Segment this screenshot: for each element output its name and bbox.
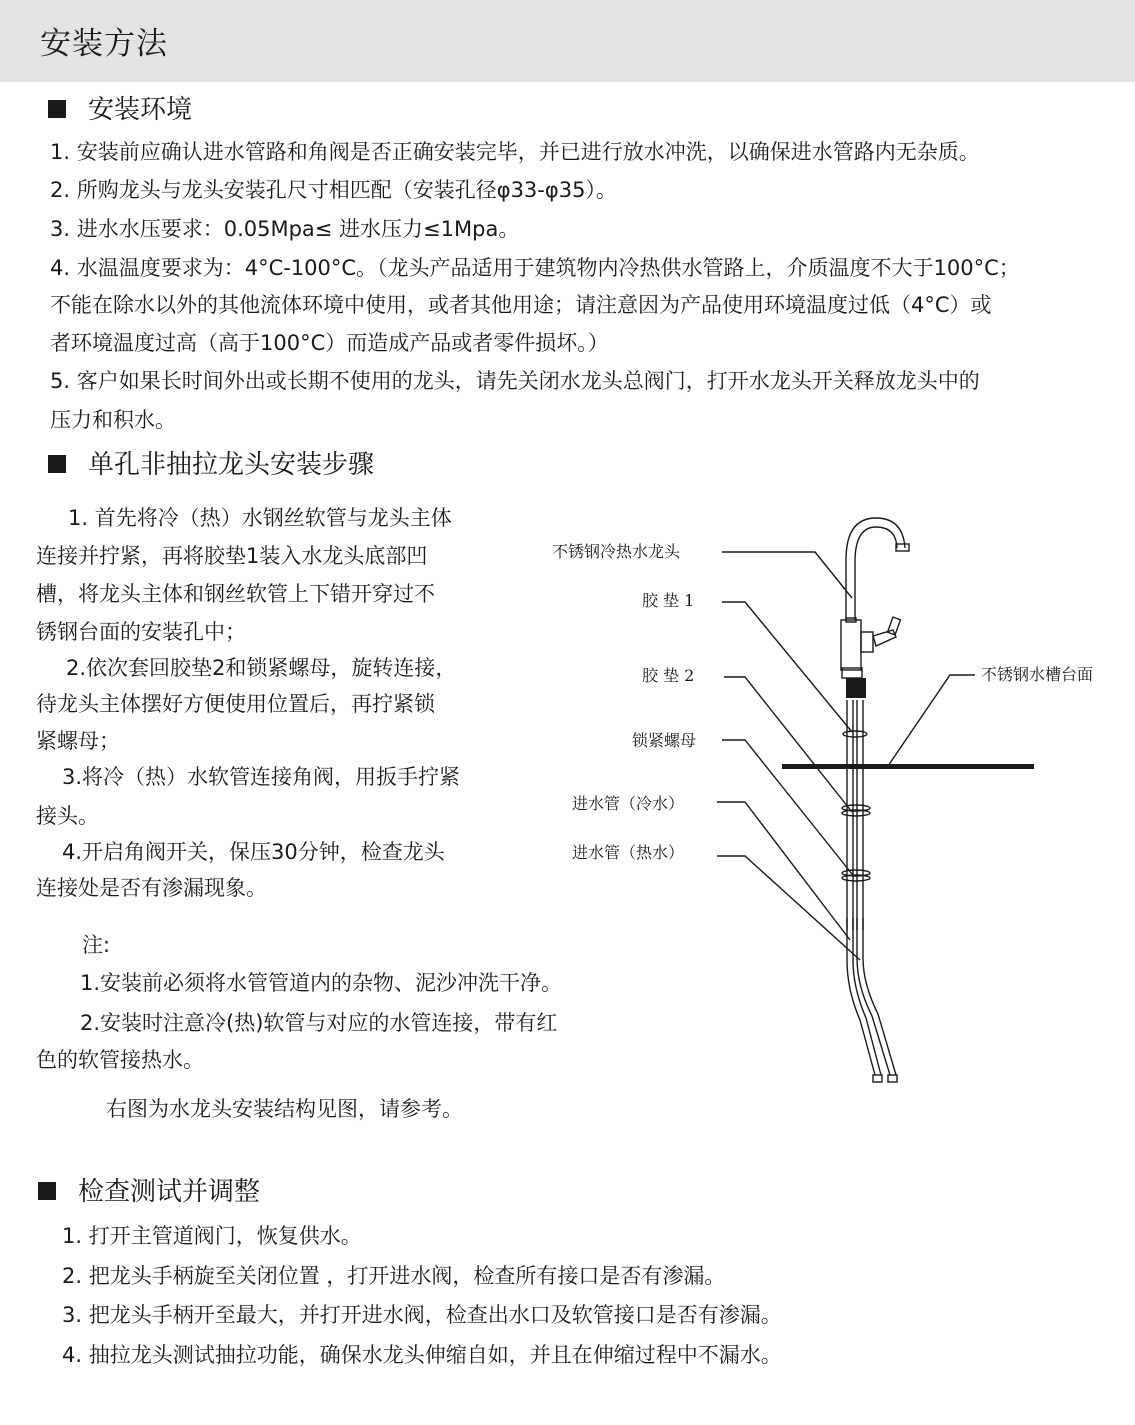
faucet-body	[841, 620, 861, 670]
faucet-installation-diagram	[540, 500, 1135, 1100]
check-line: 4. 抽拉龙头测试抽拉功能，确保水龙头伸缩自如，并且在伸缩过程中不漏水。	[62, 1343, 782, 1367]
step-line: 接头。	[36, 804, 99, 828]
bullet-square-icon	[48, 455, 66, 473]
step-line: 3.将冷（热）水软管连接角阀，用扳手拧紧	[62, 765, 461, 789]
steps-heading-text: 单孔非抽拉龙头安装步骤	[88, 450, 375, 480]
env-heading	[48, 92, 192, 128]
steps-heading	[48, 447, 374, 483]
step-line: 锈钢台面的安装孔中；	[36, 620, 246, 644]
step-line: 1. 首先将冷（热）水钢丝软管与龙头主体	[68, 506, 452, 530]
env-line: 不能在除水以外的其他流体环境中使用，或者其他用途；请注意因为产品使用环境温度过低（4°C）或	[50, 293, 992, 317]
step-line: 连接处是否有渗漏现象。	[36, 876, 267, 900]
check-heading-text: 检查测试并调整	[78, 1177, 261, 1207]
env-line: 4. 水温温度要求为：4°C-100°C。（龙头产品适用于建筑物内冷热供水管路上，介质温度不大于100°C；	[50, 256, 1020, 280]
env-line: 3. 进水水压要求：0.05Mpa≤ 进水压力≤1Mpa。	[50, 217, 520, 241]
env-line: 5. 客户如果长时间外出或长期不使用的龙头，请先关闭水龙头总阀门，打开水龙头开关释放龙头中的	[50, 369, 980, 393]
sink-countertop	[782, 764, 1034, 769]
env-line: 2. 所购龙头与龙头安装孔尺寸相匹配（安装孔径φ33-φ35）。	[50, 178, 617, 202]
check-line: 1. 打开主管道阀门，恢复供水。	[62, 1224, 362, 1248]
check-heading	[38, 1174, 260, 1210]
bullet-square-icon	[48, 100, 66, 118]
step-line: 4.开启角阀开关，保压30分钟，检查龙头	[62, 840, 445, 864]
spout-tip	[896, 544, 909, 551]
label-faucet: 不锈钢冷热水龙头	[552, 542, 681, 561]
check-line: 3. 把龙头手柄开至最大，并打开进水阀，检查出水口及软管接口是否有渗漏。	[62, 1303, 782, 1327]
env-line: 者环境温度过高（高于100°C）而造成产品或者零件损坏。）	[50, 331, 609, 355]
step-line: 2.依次套回胶垫2和锁紧螺母，旋转连接，	[66, 656, 457, 680]
faucet-handle	[873, 630, 896, 646]
step-line: 连接并拧紧，再将胶垫1装入水龙头底部凹	[36, 544, 428, 568]
step-line: 待龙头主体摆好方便使用位置后，再拧紧锁	[36, 692, 435, 716]
note-line: 2.安装时注意冷(热)软管与对应的水管连接，带有红	[80, 1011, 558, 1035]
label-gasket-2: 胶 垫 2	[642, 666, 695, 685]
label-nut: 锁紧螺母	[632, 731, 697, 750]
note-line: 色的软管接热水。	[36, 1048, 204, 1072]
step-line: 紧螺母；	[36, 729, 120, 753]
threaded-connector	[846, 678, 866, 698]
env-line: 压力和积水。	[50, 408, 176, 432]
label-hot-pipe: 进水管（热水）	[572, 843, 685, 862]
note-line: 1.安装前必须将水管管道内的杂物、泥沙冲洗干净。	[80, 971, 563, 995]
env-heading-text: 安装环境	[88, 95, 193, 125]
page-title: 安装方法	[40, 26, 168, 62]
bullet-square-icon	[38, 1182, 56, 1200]
label-cold-pipe: 进水管（冷水）	[572, 794, 685, 813]
label-gasket-1: 胶 垫 1	[642, 591, 695, 610]
diagram-reference: 右图为水龙头安装结构见图，请参考。	[106, 1097, 463, 1121]
env-line: 1. 安装前应确认进水管路和角阀是否正确安装完毕，并已进行放水冲洗，以确保进水管路内无杂质。	[50, 140, 980, 164]
step-line: 槽，将龙头主体和钢丝软管上下错开穿过不	[36, 582, 435, 606]
label-countertop: 不锈钢水槽台面	[981, 665, 1094, 684]
check-line: 2. 把龙头手柄旋至关闭位置 ，打开进水阀，检查所有接口是否有渗漏。	[62, 1264, 726, 1288]
page-header	[0, 0, 1135, 82]
note-title: 注:	[82, 933, 111, 957]
